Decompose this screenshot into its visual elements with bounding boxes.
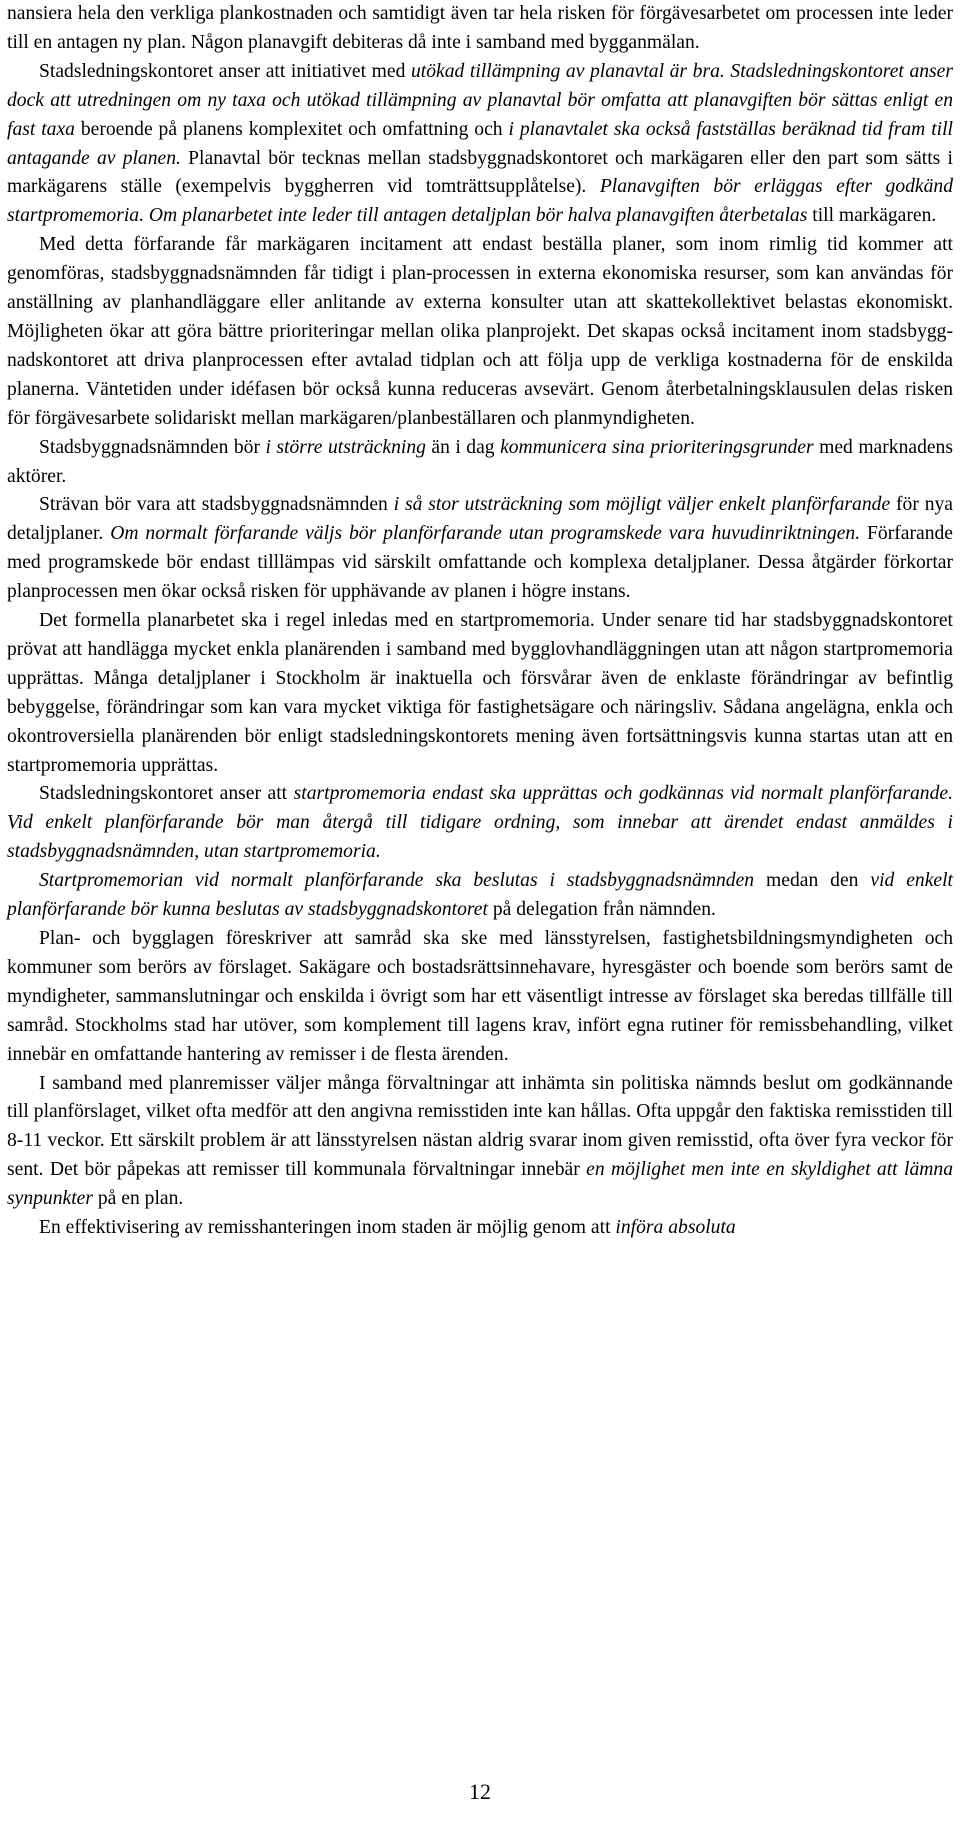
text-run: Stadsledningskontoret anser att [39, 783, 294, 805]
text-run: på en plan. [92, 1188, 184, 1210]
text-run: Planavtal bör tecknas mellan stadsbyggnadskontoret och markägaren eller den part som sätts i markägarens ställe (exempelvis byggherren vid tomträttsupplåtelse). [7, 147, 953, 198]
text-run: på delegation från nämnden. [487, 899, 716, 921]
text-run: Strävan bör vara att stadsbyggnadsnämnden [39, 494, 394, 516]
text-run: Med detta förfarande får markägaren incitament att endast beställa planer, som inom rimlig tid kommer att genomföras, stadsbyggnadsnämnden får tidigt i plan-processen in externa ekonomiska resurser, som kan användas för anställning av planhandläggare eller anlitande av externa konsulter utan att skattekollektivet belastas ekonomiskt. Möjligheten ökar att göra bättre prioriteringar mellan olika planprojekt. Det skapas också incitament inom stadsbyggnadskontoret att driva planprocessen efter avtalad tidplan och att följa upp de verkliga kostnaderna för de enskilda planerna. Väntetiden under idéfasen bör också kunna reduceras avsevärt. Genom återbetalningsklausulen delas risken för förgävesarbete solidariskt mellan markägaren/planbeställaren och planmyndigheten. [7, 234, 953, 429]
paragraph [7, 434, 953, 492]
text-run: medan den [754, 870, 871, 892]
italic-text-run: Planavgiften bör erläggas efter godkänd startpromemoria. Om planarbetet inte leder till antagen detaljplan bör halva planavgiften återbetalas [7, 176, 953, 227]
italic-text-run: en möjlighet men inte en skyldighet att lämna synpunkter [7, 1159, 953, 1210]
italic-text-run: vid enkelt planförfarande bör kunna beslutas av stadsbyggnadskontoret [7, 870, 953, 921]
text-run: Förfarande med programskede bör endast tilllämpas vid särskilt omfattande och komplexa detaljplaner. Dessa åtgärder förkortar planprocessen men ökar också risken för upphävande av planen i högre instans. [7, 523, 953, 603]
paragraph [7, 607, 953, 780]
paragraph [7, 1070, 953, 1215]
paragraph [7, 231, 953, 433]
document-body [7, 0, 953, 1243]
paragraph [7, 925, 953, 1070]
text-run: Det formella planarbetet ska i regel inledas med en startpromemoria. Under senare tid har stadsbyggnadskontoret prövat att handlägga mycket enkla planärenden i samband med bygglovhandläggningen utan att någon startpromemoria upprättas. Många detaljplaner i Stockholm är inaktuella och försvårar även de enklaste förändringar av befintlig bebyggelse, förändringar som kan vara mycket viktiga för fastighetsägare och näringsliv. Sådana angelägna, enkla och okontroversiella planärenden bör enligt stadsledningskontorets mening även fortsättningsvis kunna startas utan att en startpromemoria upprättas. [7, 610, 953, 776]
text-run: En effektivisering av remisshanteringen inom staden är möjlig genom att [39, 1217, 616, 1239]
paragraph [7, 867, 953, 925]
text-run: till markägaren. [807, 205, 937, 227]
italic-text-run: i större utsträckning [265, 436, 426, 458]
paragraph [7, 780, 953, 867]
italic-text-run: införa absoluta [615, 1217, 736, 1239]
text-run: än i dag [425, 436, 501, 458]
paragraph [7, 58, 953, 231]
italic-text-run: startpromemoria endast ska upprättas och godkännas vid normalt planförfarande. Vid enkelt planförfarande bör man återgå till tidigare ordning, som innebar att ärendet endast anmäldes i stadsbyggnadsnämnden, utan startpromemoria. [7, 783, 953, 863]
italic-text-run: kommunicera sina prioriteringsgrunder [500, 436, 814, 458]
text-run: Stadsbyggnadsnämnden bör [39, 436, 266, 458]
paragraph [7, 491, 953, 607]
italic-text-run: Om normalt förfarande väljs bör planförfarande utan programskede vara huvudinriktningen. [110, 523, 861, 545]
text-run: I samband med planremisser väljer många förvaltningar att inhämta sin politiska nämnds beslut om godkännande till planförslaget, vilket ofta medför att den angivna remisstiden inte kan hållas. Ofta uppgår den faktiska remisstiden till 8-11 veckor. Ett särskilt problem är att länsstyrelsen nästan aldrig svarar inom given remisstid, ofta över fyra veckor för sent. Det bör påpekas att remisser till kommunala förvaltningar innebär [7, 1072, 953, 1181]
text-run: med marknadens aktörer. [7, 436, 953, 487]
paragraph [7, 1214, 953, 1243]
italic-text-run: i planavtalet ska också fastställas beräknad tid fram till antagande av planen. [7, 118, 953, 169]
text-run: för nya detaljplaner. [7, 494, 954, 545]
text-run: Plan- och bygglagen föreskriver att samråd ska ske med länsstyrelsen, fastighetsbildningsmyndigheten och kommuner som berörs av förslaget. Sakägare och bostadsrättsinnehavare, hyresgäster och boende som berörs samt de myndigheter, sammanslutningar och enskilda i övrigt som har ett väsentligt intresse av förslaget ska beredas tillfälle till samråd. Stockholms stad har utöver, som komplement till lagens krav, infört egna rutiner för remissbehandling, vilket innebär en omfattande hantering av remisser i de flesta ärenden. [7, 928, 953, 1065]
page-number: 12 [469, 1779, 491, 1804]
paragraph [7, 0, 953, 58]
document-page [7, 0, 953, 1832]
italic-text-run: i så stor utsträckning som möjligt väljer enkelt planförfarande [393, 494, 891, 516]
text-run: nansiera hela den verkliga plankostnaden och samtidigt även tar hela risken för förgävesarbetet om processen inte leder till en antagen ny plan. Någon planavgift debiteras då inte i samband med bygganmälan. [7, 3, 953, 53]
text-run: beroende på planens komplexitet och omfattning och [74, 118, 509, 140]
italic-text-run: Startpromemorian vid normalt planförfarande ska beslutas i stadsbyggnadsnämnden [39, 870, 755, 892]
text-run: Stadsledningskontoret anser att initiativet med [39, 60, 411, 82]
italic-text-run: utökad tillämpning av planavtal är bra. Stadsledningskontoret anser dock att utredningen om ny taxa och utökad tillämpning av planavtal bör omfatta att planavgiften bör sättas enligt en fast taxa [7, 60, 953, 140]
